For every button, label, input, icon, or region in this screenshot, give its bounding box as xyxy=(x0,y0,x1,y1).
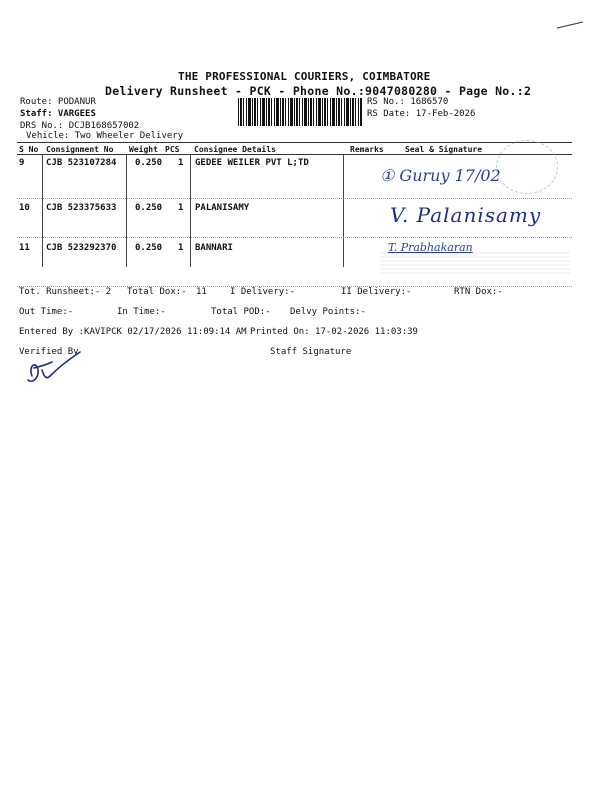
col-sno: S No xyxy=(19,145,39,154)
ii-delivery: II Delivery:- xyxy=(341,287,412,297)
entered-by: Entered By :KAVIPCK 02/17/2026 11:09:14 AM xyxy=(19,327,247,337)
row-10-consignment: CJB 523375633 xyxy=(46,203,117,213)
col-consignment: Consignment No xyxy=(46,145,114,154)
col-rule xyxy=(343,155,344,267)
table-top-rule xyxy=(17,142,572,143)
col-consignee: Consignee Details xyxy=(194,145,276,154)
company-seal xyxy=(496,140,558,194)
row-10-signature: V. Palanisamy xyxy=(390,203,542,227)
row-11-consignment: CJB 523292370 xyxy=(46,243,117,253)
row-11-pcs: 1 xyxy=(178,243,184,253)
row-10-pcs: 1 xyxy=(178,203,184,213)
col-rule xyxy=(42,155,43,267)
total-pod: Total POD:- xyxy=(211,307,271,317)
row-rule xyxy=(17,237,572,238)
delvy-points: Delvy Points:- xyxy=(290,307,366,317)
row-10-sno: 10 xyxy=(19,203,30,213)
verified-signature xyxy=(18,340,88,390)
out-time: Out Time:- xyxy=(19,307,74,317)
row-9-weight: 0.250 xyxy=(135,158,163,168)
pen-mark xyxy=(555,18,585,32)
table-header-rule xyxy=(17,154,572,155)
tot-runsheet: Tot. Runsheet:- 2 xyxy=(19,287,112,297)
drs-number: DRS No.: DCJB168657002 xyxy=(20,121,140,131)
row-9-signature: ① Guruy 17/02 xyxy=(380,166,501,185)
col-weight: Weight xyxy=(129,145,158,154)
col-rule xyxy=(126,155,127,267)
company-name: THE PROFESSIONAL COURIERS, COIMBATORE xyxy=(178,70,431,83)
row-11-sno: 11 xyxy=(19,243,30,253)
in-time: In Time:- xyxy=(117,307,166,317)
barcode xyxy=(238,98,362,126)
printed-on: Printed On: 17-02-2026 11:03:39 xyxy=(250,327,418,337)
col-pcs: PCS xyxy=(165,145,180,154)
staff-signature-label: Staff Signature xyxy=(270,347,352,357)
rtn-dox: RTN Dox:- xyxy=(454,287,503,297)
staff: Staff: VARGEES xyxy=(20,109,96,119)
col-seal-signature: Seal & Signature xyxy=(405,145,483,154)
rs-date: RS Date: 17-Feb-2026 xyxy=(367,109,476,119)
row-9-consignment: CJB 523107284 xyxy=(46,158,117,168)
route: Route: PODANUR xyxy=(20,97,96,107)
col-remarks: Remarks xyxy=(350,145,384,154)
total-dox-value: 11 xyxy=(196,287,207,297)
row-9-consignee: GEDEE WEILER PVT L;TD xyxy=(195,158,309,168)
total-dox-label: Total Dox:- xyxy=(127,287,187,297)
row-11-consignee: BANNARI xyxy=(195,243,233,253)
runsheet-title: Delivery Runsheet - PCK - Phone No.:9047080280 - Page No.:2 xyxy=(105,84,532,98)
row-10-consignee: PALANISAMY xyxy=(195,203,250,213)
row-9-pcs: 1 xyxy=(178,158,184,168)
rs-number: RS No.: 1686570 xyxy=(367,97,449,107)
col-rule xyxy=(190,155,191,267)
i-delivery: I Delivery:- xyxy=(230,287,296,297)
row-11-signature: T. Prabhakaran xyxy=(388,241,473,254)
row-rule xyxy=(17,198,572,199)
vehicle: Vehicle: Two Wheeler Delivery xyxy=(26,131,184,141)
verified-by: Verified By xyxy=(19,347,79,357)
row-10-weight: 0.250 xyxy=(135,203,163,213)
stamp-smudge xyxy=(380,252,570,274)
row-9-sno: 9 xyxy=(19,158,25,168)
row-11-weight: 0.250 xyxy=(135,243,163,253)
